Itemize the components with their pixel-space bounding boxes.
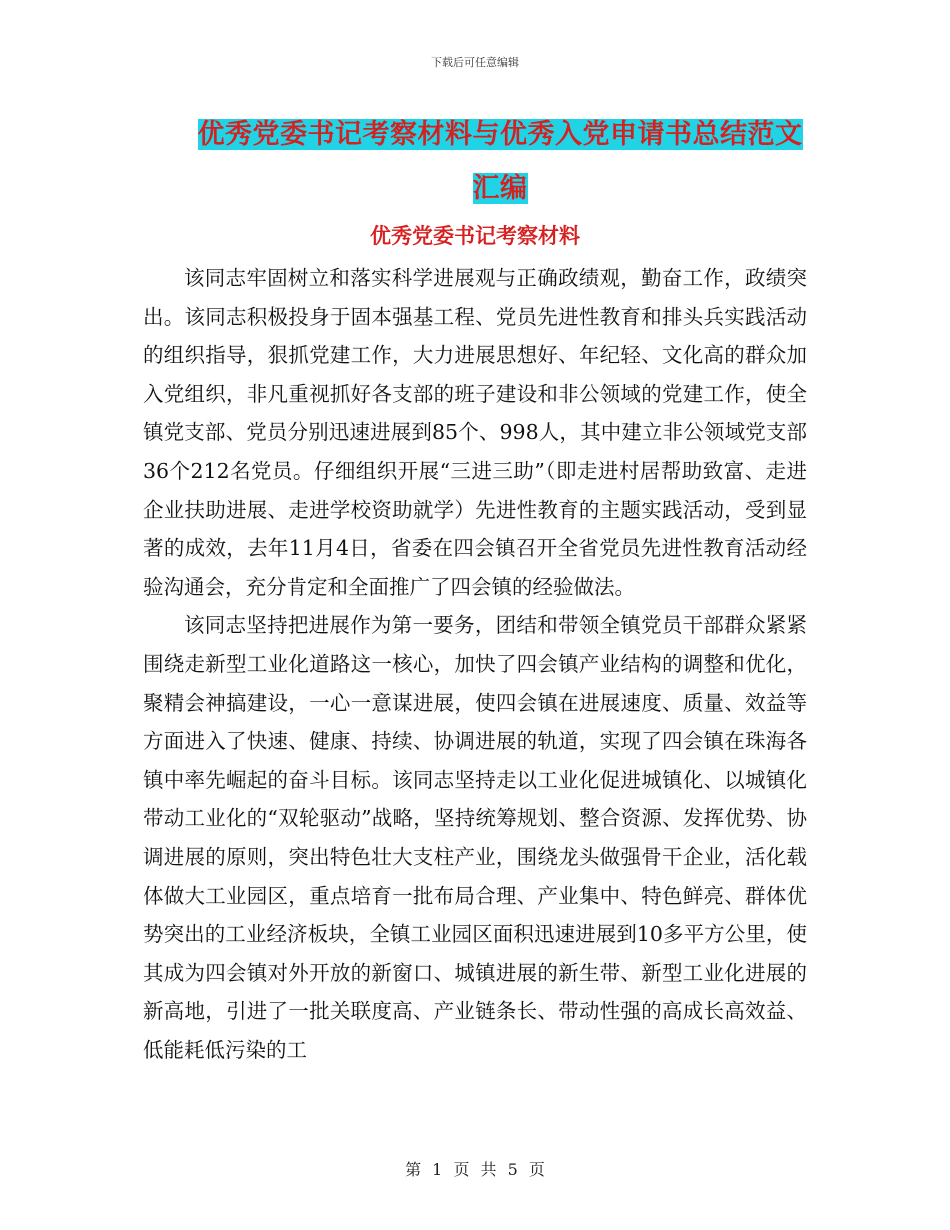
paragraph-1: 该同志牢固树立和落实科学进展观与正确政绩观，勤奋工作，政绩突出。该同志积极投身于固本强基工程、党员先进性教育和排头兵实践活动的组织指导，狠抓党建工作，大力进展思想好、年纪轻、文化高的群众加入党组织，非凡重视抓好各支部的班子建设和非公领域的党建工作，使全镇党支部、党员分别迅速进展到85个、998人，其中建立非公领域党支部36个212名党员。仔细组织开展“三进三助”（即走进村居帮助致富、走进企业扶助进展、走进学校资助就学）先进性教育的主题实践活动，受到显著的成效，去年11月4日，省委在四会镇召开全省党员先进性教育活动经验沟通会，充分肯定和全面推广了四会镇的经验做法。 [143, 266, 807, 599]
title-block [190, 108, 810, 216]
body-text [143, 259, 807, 1069]
document-title: 优秀党委书记考察材料与优秀入党申请书总结范文汇编 [197, 119, 803, 204]
section-title: 优秀党委书记考察材料 [370, 223, 580, 248]
header-note: 下载后可任意编辑 [431, 56, 519, 69]
page-footer: 第 1 页 共 5 页 [405, 1160, 545, 1179]
paragraph-2: 该同志坚持把进展作为第一要务，团结和带领全镇党员干部群众紧紧围绕走新型工业化道路这一核心，加快了四会镇产业结构的调整和优化，聚精会神搞建设，一心一意谋进展，使四会镇在进展速度、质量、效益等方面进入了快速、健康、持续、协调进展的轨道，实现了四会镇在珠海各镇中率先崛起的奋斗目标。该同志坚持走以工业化促进城镇化、以城镇化带动工业化的“双轮驱动”战略，坚持统筹规划、整合资源、发挥优势、协调进展的原则，突出特色壮大支柱产业，围绕龙头做强骨干企业，活化载体做大工业园区，重点培育一批布局合理、产业集中、特色鲜亮、群体优势突出的工业经济板块，全镇工业园区面积迅速进展到10多平方公里，使其成为四会镇对外开放的新窗口、城镇进展的新生带、新型工业化进展的新高地，引进了一批关联度高、产业链条长、带动性强的高成长高效益、低能耗低污染的工 [143, 613, 807, 1062]
